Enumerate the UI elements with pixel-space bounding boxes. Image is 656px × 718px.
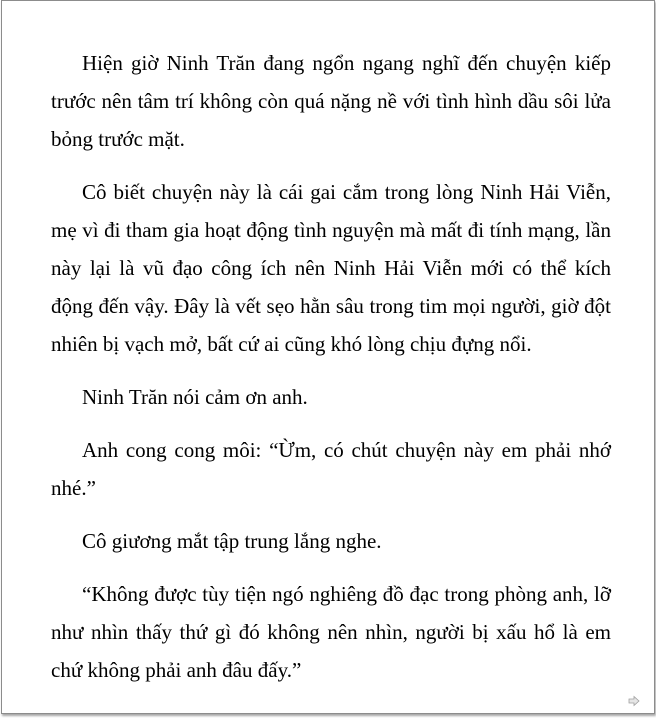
paragraph-1: Hiện giờ Ninh Trăn đang ngổn ngang nghĩ đến chuyện kiếp trước nên tâm trí không còn quá nặng nề với tình hình dầu sôi lửa bỏng trước mặt. (51, 51, 611, 151)
document-page (1, 0, 655, 714)
paragraph-3: Ninh Trăn nói cảm ơn anh. (82, 385, 308, 409)
paragraph-4: Anh cong cong môi: “Ừm, có chút chuyện này em phải nhớ nhé.” (51, 438, 611, 500)
paragraph-5: Cô giương mắt tập trung lắng nghe. (82, 529, 382, 553)
paragraph-2: Cô biết chuyện này là cái gai cắm trong lòng Ninh Hải Viễn, mẹ vì đi tham gia hoạt động tình nguyện mà mất đi tính mạng, lần này lại là vũ đạo công ích nên Ninh Hải Viễn mới có thể kích động đến vậy. Đây là vết sẹo hằn sâu trong tim mọi người, giờ đột nhiên bị vạch mở, bất cứ ai cũng khó lòng chịu đựng nổi. (51, 180, 611, 356)
next-page-arrow-icon[interactable] (628, 695, 640, 707)
paragraph-6: “Không được tùy tiện ngó nghiêng đồ đạc trong phòng anh, lỡ như nhìn thấy thứ gì đó không nên nhìn, người bị xấu hổ là em chứ không phải anh đâu đấy.” (51, 582, 611, 682)
document-body (51, 44, 611, 704)
